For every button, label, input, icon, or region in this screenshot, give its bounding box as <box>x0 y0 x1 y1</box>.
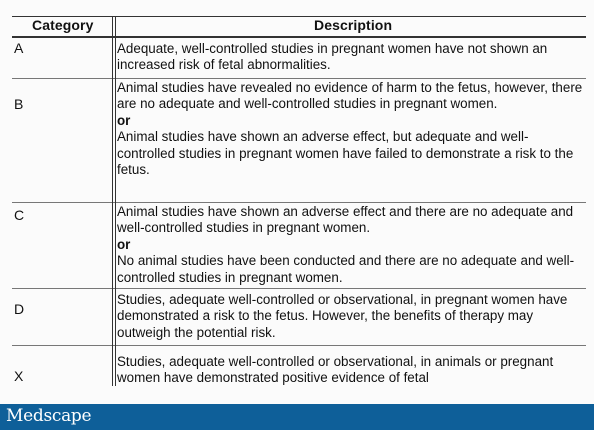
category-d: D <box>14 301 25 317</box>
category-c: C <box>14 207 25 223</box>
column-divider-right <box>115 16 116 386</box>
description-text: Animal studies have shown an adverse effect and there are no adequate and well-controlled studies in pregnant women. <box>117 204 574 236</box>
description-x <box>117 354 583 387</box>
description-c <box>117 204 583 286</box>
description-text: Animal studies have revealed no evidence of harm to the fetus, however, there are no adequate and well-controlled studies in pregnant women. <box>117 80 583 112</box>
category-a: A <box>14 40 24 56</box>
description-text: No animal studies have been conducted and there are no adequate and well-controlled studies in pregnant women. <box>117 253 575 285</box>
category-b: B <box>14 96 24 112</box>
column-divider-left <box>112 16 113 386</box>
table-top-border <box>12 16 586 17</box>
or-separator: or <box>117 236 131 252</box>
or-separator: or <box>117 112 131 128</box>
header-category: Category <box>32 17 94 33</box>
description-text: Studies, adequate well-controlled or observational, in pregnant women have demonstrated a risk to the fetus. However, the benefits of therapy may outweigh the potential risk. <box>117 292 568 340</box>
row-divider <box>12 345 586 346</box>
header-bottom-border <box>12 36 586 38</box>
description-b <box>117 80 583 178</box>
description-d <box>117 292 583 341</box>
category-x: X <box>14 368 24 384</box>
description-text: Adequate, well-controlled studies in pregnant women have not shown an increased risk of fetal abnormalities. <box>117 41 548 73</box>
description-text: Studies, adequate well-controlled or observational, in animals or pregnant women have demonstrated positive evidence of fetal <box>117 354 554 386</box>
medscape-logo[interactable]: Medscape <box>6 406 92 426</box>
row-divider <box>12 288 586 289</box>
header-description: Description <box>314 17 393 33</box>
row-divider <box>12 202 586 203</box>
row-divider <box>12 78 586 79</box>
description-text: Animal studies have shown an adverse effect, but adequate and well-controlled studies in pregnant women have failed to demonstrate a risk to the fetus. <box>117 129 574 178</box>
footer-bar <box>0 404 594 430</box>
description-a <box>117 41 583 74</box>
